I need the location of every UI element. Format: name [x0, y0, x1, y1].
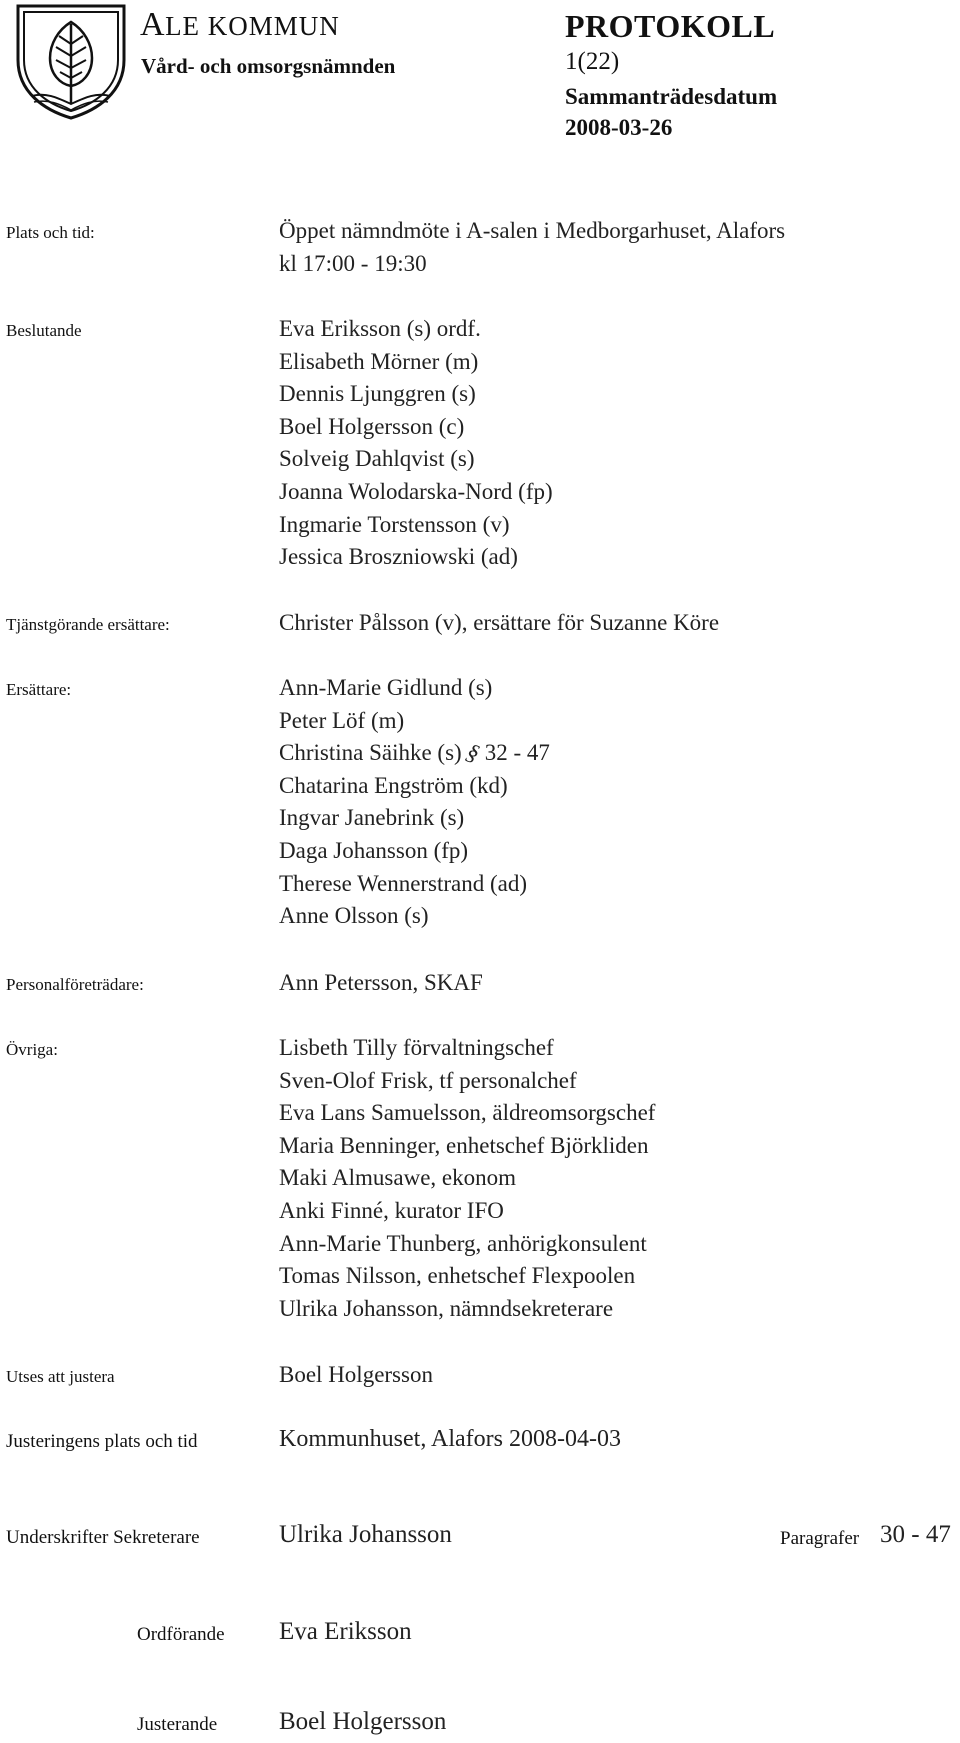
paragraphs-value: 30 - 47 [880, 1521, 951, 1548]
place-time-block [279, 215, 785, 280]
paragraph-symbol: § [463, 739, 484, 767]
adjustment-place-value: Kommunhuset, Alafors 2008-04-03 [279, 1426, 621, 1452]
place-line: Öppet nämndmöte i A-salen i Medborgarhuset, Alafors [279, 218, 786, 243]
chair-label: Ordförande [137, 1624, 225, 1645]
list-item: Ann-Marie Thunberg, anhörigkonsulent [279, 1230, 647, 1256]
list-item: Maria Benninger, enhetschef Björkliden [279, 1132, 649, 1158]
place-time-label: Plats och tid: [6, 223, 95, 242]
list-item: Boel Holgersson (c) [279, 413, 465, 439]
adjuster-signature: Boel Holgersson [279, 1708, 447, 1735]
deciding-members-label: Beslutande [6, 321, 82, 340]
list-item: Eva Eriksson (s) ordf. [279, 316, 481, 341]
list-item: Ingmarie Torstensson (v) [279, 511, 510, 537]
municipal-shield-tree-icon [10, 0, 132, 122]
list-item: Lisbeth Tilly förvaltningschef [279, 1035, 554, 1060]
others-list [279, 1032, 655, 1325]
chair-signature: Eva Eriksson [279, 1618, 412, 1645]
list-item: Maki Almusawe, ekonom [279, 1165, 516, 1191]
committee-name: Vård- och omsorgsnämnden [141, 54, 396, 78]
time-line: kl 17:00 - 19:30 [279, 250, 427, 276]
list-item: Solveig Dahlqvist (s) [279, 446, 475, 472]
list-item: Anki Finné, kurator IFO [279, 1197, 504, 1223]
adjuster-label: Utses att justera [6, 1367, 115, 1386]
substitutes-label: Ersättare: [6, 680, 72, 699]
list-item: Joanna Wolodarska-Nord (fp) [279, 478, 553, 504]
substitutes-list [279, 672, 550, 933]
list-item: Christina Säihke (s) § 32 - 47 [279, 737, 550, 770]
others-label: Övriga: [6, 1040, 58, 1059]
adjuster-signature-label: Justerande [137, 1714, 218, 1735]
list-item: Jessica Broszniowski (ad) [279, 544, 518, 570]
deciding-members-list [279, 313, 553, 574]
list-item: Dennis Ljunggren (s) [279, 381, 476, 407]
list-item: Peter Löf (m) [279, 707, 405, 733]
list-item: Chatarina Engström (kd) [279, 772, 508, 798]
list-item: Ingvar Janebrink (s) [279, 805, 465, 831]
document-type: PROTOKOLL [565, 8, 776, 44]
organization-name: ALE KOMMUN [140, 6, 340, 43]
staff-representative-value: Ann Petersson, SKAF [279, 970, 483, 995]
meeting-date: 2008-03-26 [565, 115, 673, 140]
list-item: Therese Wennerstrand (ad) [279, 870, 528, 896]
serving-substitute-value: Christer Pålsson (v), ersättare för Suzanne Köre [279, 610, 720, 635]
adjuster-value: Boel Holgersson [279, 1362, 433, 1387]
list-item: Daga Johansson (fp) [279, 837, 469, 863]
list-item: Sven-Olof Frisk, tf personalchef [279, 1067, 577, 1093]
list-item: Elisabeth Mörner (m) [279, 348, 479, 374]
list-item: Ann-Marie Gidlund (s) [279, 675, 493, 700]
list-item: Anne Olsson (s) [279, 903, 429, 929]
adjustment-place-label: Justeringens plats och tid [6, 1431, 198, 1452]
paragraphs-label: Paragrafer [780, 1528, 860, 1549]
list-item: Ulrika Johansson, nämndsekreterare [279, 1295, 614, 1321]
signatures-label: Underskrifter Sekreterare [6, 1527, 200, 1548]
serving-substitutes-label: Tjänstgörande ersättare: [6, 615, 170, 634]
meeting-date-label: Sammanträdesdatum [565, 84, 778, 109]
secretary-signature: Ulrika Johansson [279, 1521, 452, 1548]
list-item: Tomas Nilsson, enhetschef Flexpoolen [279, 1263, 636, 1289]
paragraph-note: § 32 - 47 [467, 740, 549, 765]
staff-representative-label: Personalföreträdare: [6, 975, 144, 994]
page-number: 1(22) [565, 48, 620, 75]
list-item: Eva Lans Samuelsson, äldreomsorgschef [279, 1100, 656, 1126]
